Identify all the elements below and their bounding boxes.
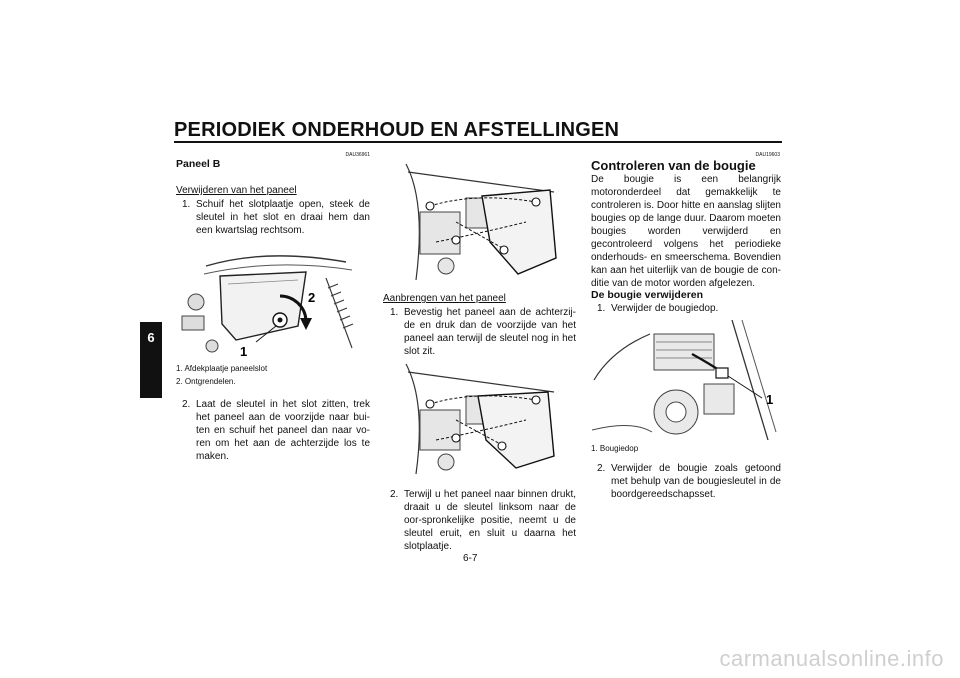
section-heading: Paneel B xyxy=(176,158,221,170)
list-text: Verwijder de bougiedop. xyxy=(611,303,719,314)
figure-label-1: 1 xyxy=(240,344,248,359)
list-text: Terwijl u het paneel naar binnen drukt, draait u de sleutel linksom naar de oor-spronkelijke positie, neemt u de sleutel eruit, en sluit u daarna het slotplaatje. xyxy=(404,489,576,552)
figure-label-2: 2 xyxy=(308,290,316,305)
list-text: Verwijder de bougie zoals getoond met behulp van de bougiesleutel in de boordgereedschapsset. xyxy=(611,463,781,500)
list-item xyxy=(182,198,370,237)
list-number: 2. xyxy=(390,489,399,500)
page-header-title: PERIODIEK ONDERHOUD EN AFSTELLINGEN xyxy=(174,119,620,141)
figure-spark-plug-cap xyxy=(592,320,782,440)
intro-paragraph: De bougie is een belangrijk motoronderdeel dat gemakkelijk te controleren is. Door hitte en aanslag slijten bougies op de lange duur. Daarom moeten bougies worden verwijderd en gecontroleerd volgens het periodieke onderhouds- en smeerschema. Bovendien kan aan het uiterlijk van de bougie de con-ditie van de motor worden afgelezen. xyxy=(591,174,781,289)
figure-label-1: 1 xyxy=(766,392,774,407)
list-item xyxy=(390,488,576,553)
doc-code: DAU19603 xyxy=(755,152,780,158)
figure-panel-installation xyxy=(386,362,576,474)
list-number: 1. xyxy=(597,303,606,314)
figure-panel-lock xyxy=(176,244,370,362)
subsection-title: Aanbrengen van het paneel xyxy=(383,293,506,304)
figure-caption: 2. Ontgrendelen. xyxy=(176,377,236,386)
list-item xyxy=(597,302,781,315)
page-number: 6-7 xyxy=(463,553,478,564)
subsection-heading: De bougie verwijderen xyxy=(591,289,704,301)
header-rule xyxy=(174,141,782,143)
list-text: Schuif het slotplaatje open, steek de sleutel in het slot en draai hem dan een kwartslag rechtsom. xyxy=(196,199,370,236)
list-number: 1. xyxy=(390,307,399,318)
list-item xyxy=(597,462,781,501)
list-item xyxy=(390,306,576,358)
chapter-tab: 6 xyxy=(140,322,162,398)
doc-code: DAU36961 xyxy=(345,152,370,158)
figure-panel-removal xyxy=(386,162,576,280)
section-heading: Controleren van de bougie xyxy=(591,158,756,173)
figure-caption: 1. Afdekplaatje paneelslot xyxy=(176,364,268,373)
list-item xyxy=(182,398,370,463)
subsection-title: Verwijderen van het paneel xyxy=(176,185,297,196)
list-number: 1. xyxy=(182,199,191,210)
list-number: 2. xyxy=(182,399,191,410)
list-number: 2. xyxy=(597,463,606,474)
figure-caption: 1. Bougiedop xyxy=(591,444,639,453)
watermark: carmanualsonline.info xyxy=(719,646,944,671)
list-text: Laat de sleutel in het slot zitten, trek het paneel aan de voorzijde naar bui-ten en schuif het paneel dan naar vo-ren om het aan de achterzijde los te maken. xyxy=(196,399,370,462)
list-text: Bevestig het paneel aan de achterzij-de en druk dan de voorzijde van het paneel aan terwijl de sleutel nog in het slot zit. xyxy=(404,307,576,357)
